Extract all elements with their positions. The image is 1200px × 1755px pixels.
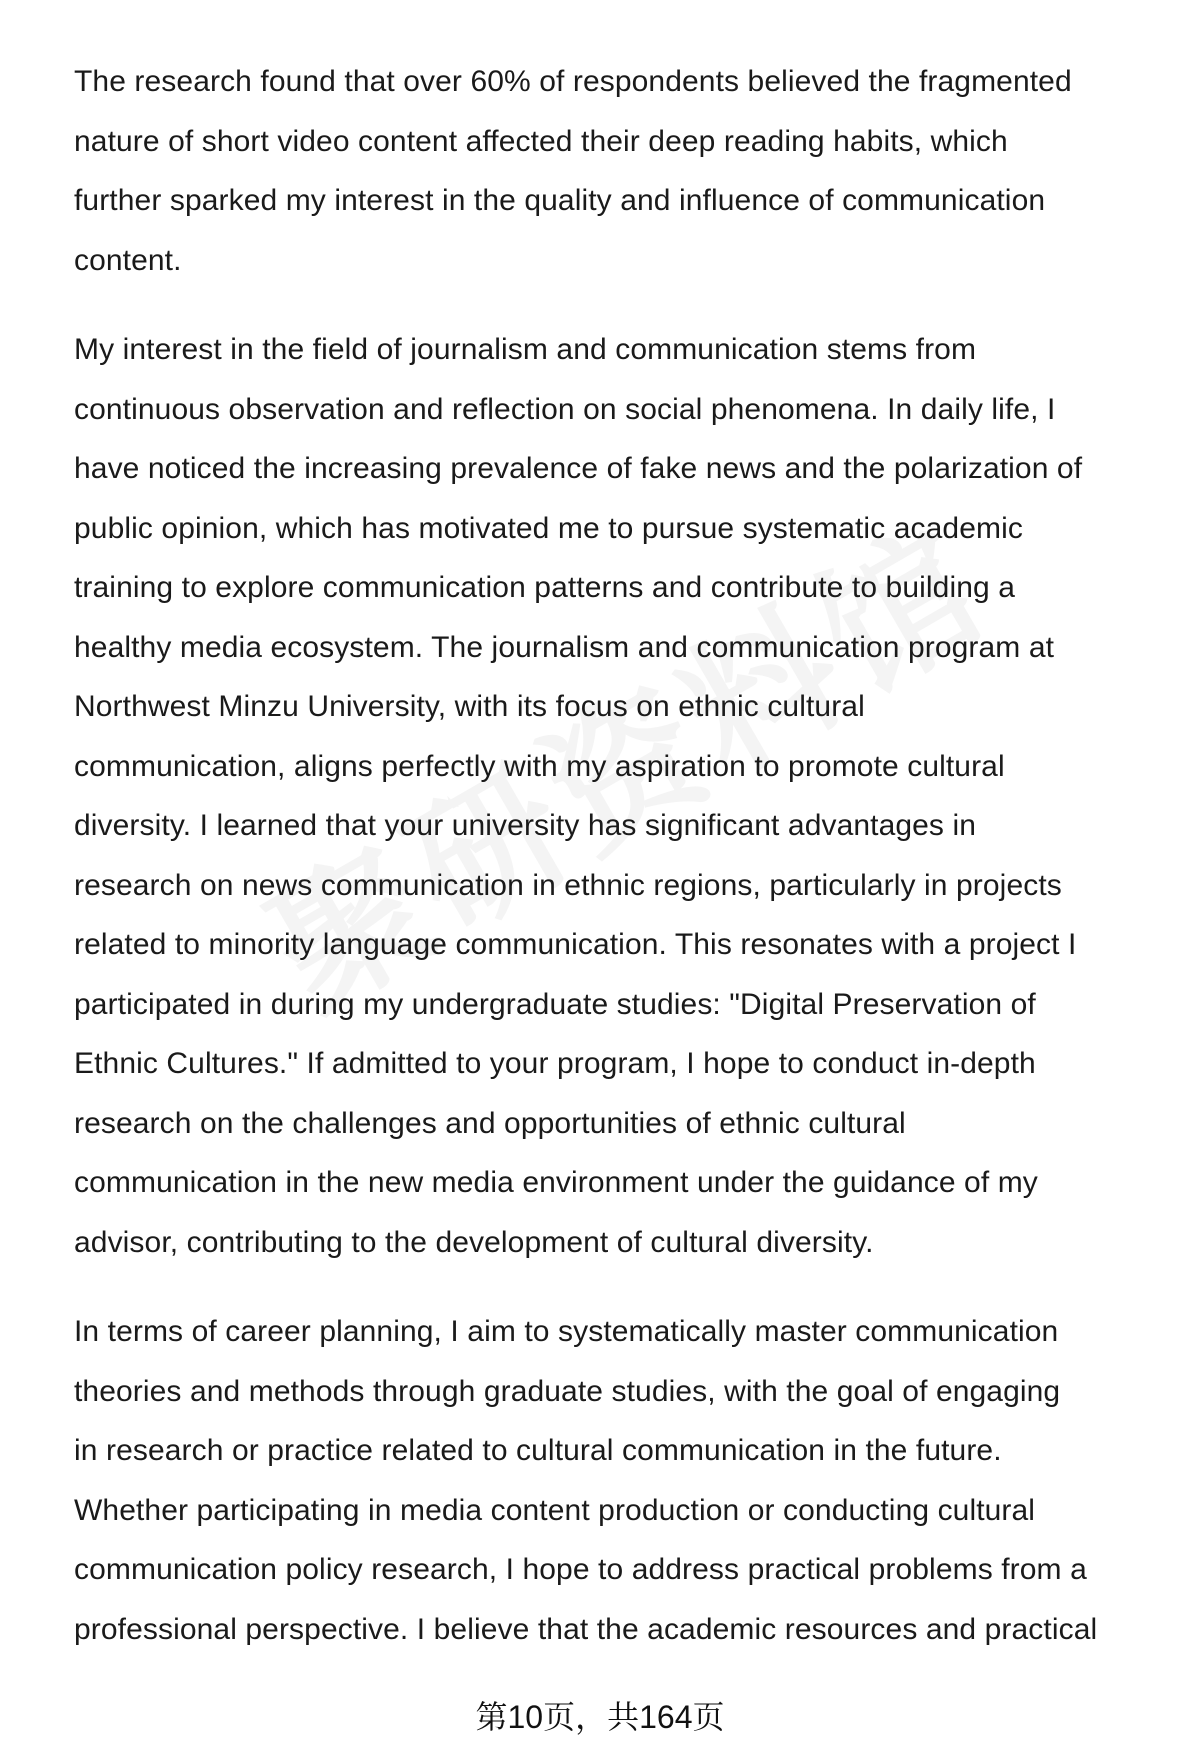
document-body — [74, 52, 1164, 1689]
paragraph-1: The research found that over 60% of respondents believed the fragmented nature of short video content affected their deep reading habits, which further sparked my interest in the quality and influence of communication content. — [74, 65, 1072, 277]
page-number-footer: 第10页，共164页 — [475, 1699, 725, 1735]
paragraph-3: In terms of career planning, I aim to systematically master communication theories and methods through graduate studies, with the goal of engaging in research or practice related to cultural communication in the future. Whether participating in media content production or conducting cultural communication policy research, I hope to address practical problems from a professional perspective. I believe that the academic resources and practical — [74, 1315, 1098, 1646]
paragraph-2: My interest in the field of journalism and communication stems from continuous observation and reflection on social phenomena. In daily life, I have noticed the increasing prevalence of fake news and the polarization of public opinion, which has motivated me to pursue systematic academic training to explore communication patterns and contribute to building a healthy media ecosystem. The journalism and communication program at Northwest Minzu University, with its focus on ethnic cultural communication, aligns perfectly with my aspiration to promote cultural diversity. I learned that your university has significant advantages in research on news communication in ethnic regions, particularly in projects related to minority language communication. This resonates with a project I participated in during my undergraduate studies: "Digital Preservation of Ethnic Cultures." If admitted to your program, I hope to conduct in-depth research on the challenges and opportunities of ethnic cultural communication in the new media environment under the guidance of my advisor, contributing to the development of cultural diversity. — [74, 333, 1083, 1259]
